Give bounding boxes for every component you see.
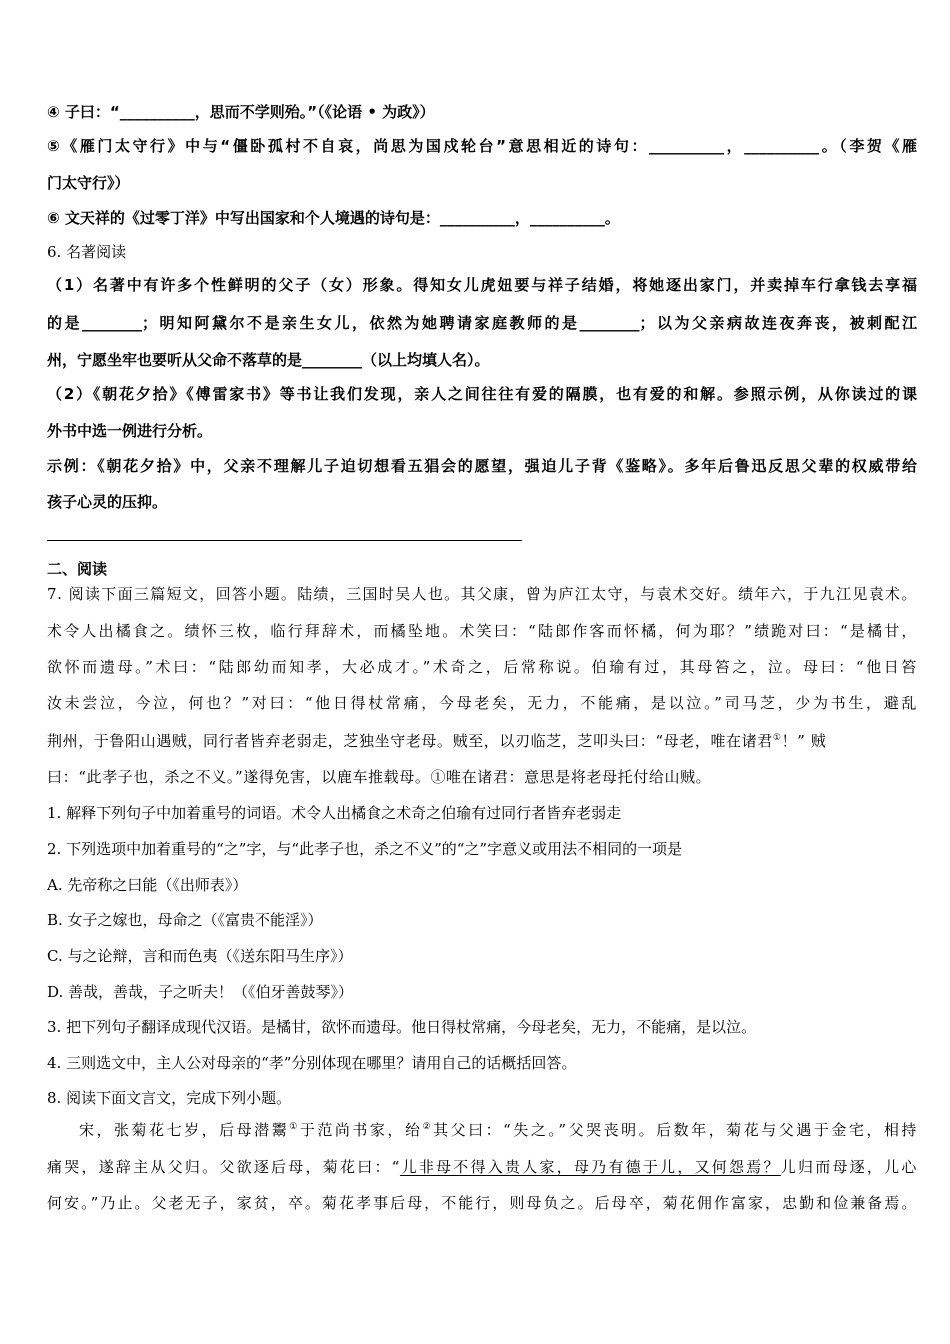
q8-passage-line1: [79, 1120, 917, 1140]
q7-passage-line5: [47, 731, 917, 751]
q7-option-b: B. 女子之嫁也，母命之（《富贵不能淫》）: [47, 911, 323, 929]
q7-passage-line5-text: 荆州，于鲁阳山遇贼，同行者皆弃老弱走，芝独坐守老母。贼至，以刃临芝，芝叩头曰：“母老，唯在诸君: [47, 732, 773, 750]
q7-sub3: 3. 把下列句子翻译成现代汉语。是橘甘，欲怀而遗母。他日得杖常痛，今母老矣，无力，不能痛，是以泣。: [47, 1018, 757, 1036]
q5-item-5-line2: 门太守行》）: [47, 174, 130, 192]
q8-title: 8. 阅读下面文言文，完成下列小题。: [47, 1089, 292, 1107]
q7-option-c: C. 与之论辩，言和而色夷（《送东阳马生序》）: [47, 947, 353, 965]
q8-passage-line3: 何安。”乃止。父老无子，家贫，卒。菊花孝事后母，不能行，则母负之。后母卒，菊花佣作富家，忠勤和俭兼备焉。: [47, 1194, 917, 1212]
q5-item-6: ⑥ 文天祥的《过零丁洋》中写出国家和个人境遇的诗句是：__________，__________。: [47, 209, 620, 227]
q6-part1-line2: 的是________；明知阿黛尔不是亲生女儿，依然为她聘请家庭教师的是________；以为父亲病故连夜奔丧，被刺配江: [47, 314, 917, 332]
q6-part1-line3: 州，宁愿坐牢也要听从父命不落草的是________（以上均填人名）。: [47, 351, 490, 369]
q7-sub1: 1. 解释下列句子中加着重号的词语。术令人出橘食之术奇之伯瑜有过同行者皆弃老弱走: [47, 804, 622, 822]
q8-line2-part2: 儿归而母逐，儿心: [780, 1158, 917, 1176]
section-2-title: 二、阅读: [47, 560, 108, 578]
q8-line1-part3: 其父曰：“失之。”父哭丧明。后数年，菊花与父遇于金宅，相持: [433, 1121, 917, 1139]
answer-divider: [47, 540, 522, 541]
q7-passage-line5-end: ！” 贼: [781, 732, 827, 750]
q6-example-line2: 孩子心灵的压抑。: [47, 493, 168, 511]
q8-line1-part2: 于范尚书家，绐: [299, 1121, 423, 1139]
q6-example-line1: 示例：《朝花夕拾》中，父亲不理解儿子迫切想看五猖会的愿望，强迫儿子背《鉴略》。多年后鲁迅反思父辈的权威带给: [47, 457, 917, 475]
q7-passage-line1: 7. 阅读下面三篇短文，回答小题。陆绩，三国时吴人也。其父康，曾为庐江太守，与袁术交好。绩年六，于九江见袁术。: [47, 585, 917, 603]
q6-part2-line2: 外书中选一例进行分析。: [47, 422, 213, 440]
q8-passage-line2: [47, 1157, 917, 1177]
q6-part2-line1: （2）《朝花夕拾》《傅雷家书》等书让我们发现，亲人之间往往有爱的隔膜，也有爱的和解。参照示例，从你读过的课: [47, 385, 917, 403]
q7-sub2: 2. 下列选项中加着重号的“之”字，与“此孝子也，杀之不义”的“之”字意义或用法不相同的一项是: [47, 840, 683, 858]
q8-line2-part1: 痛哭，遂辞主从父归。父欲逐后母，菊花曰：“: [47, 1158, 400, 1176]
q7-option-a: A. 先帝称之曰能（《出师表》）: [47, 876, 248, 894]
footnote-marker-1: ①: [772, 733, 782, 743]
q7-passage-line4: 汝未尝泣，今泣，何也？”对曰：“他日得杖常痛，今母老矣，无力，不能痛，是以泣。”司马芝，少为书生，避乱: [47, 694, 917, 712]
q8-line1-part1: 宋，张菊花七岁，后母潜鬻: [79, 1121, 290, 1139]
q7-passage-line6: 曰：“此孝子也，杀之不义。”遂得免害，以鹿车推载母。①唯在诸君：意思是将老母托付给山贼。: [47, 768, 712, 786]
q7-passage-line2: 术令人出橘食之。绩怀三枚，临行拜辞术，而橘坠地。术笑曰：“陆郎作客而怀橘，何为耶？”绩跪对曰：“是橘甘，: [47, 622, 917, 640]
q5-item-4: ④ 子曰：“__________，思而不学则殆。”（《论语 • 为政》）: [47, 103, 435, 121]
q7-sub4: 4. 三则选文中，主人公对母亲的“孝”分别体现在哪里？请用自己的话概括回答。: [47, 1054, 577, 1072]
q6-title: 6. 名著阅读: [47, 243, 127, 261]
footnote-marker-2: ②: [422, 1122, 434, 1132]
footnote-marker-1: ①: [289, 1122, 300, 1132]
q7-option-d: D. 善哉，善哉，子之听夫！（《伯牙善鼓琴》）: [47, 983, 354, 1001]
q6-part1-line1: （1）名著中有许多个性鲜明的父子（女）形象。得知女儿虎妞要与祥子结婚，将她逐出家门，并卖掉车行拿钱去享福: [47, 276, 917, 294]
q7-passage-line3: 欲怀而遗母。”术曰：“陆郎幼而知孝，大必成才。”术奇之，后常称说。伯瑜有过，其母笞之，泣。母曰：“他日笞: [47, 658, 917, 676]
q5-item-5-line1: ⑤《雁门太守行》中与“僵卧孤村不自哀，尚思为国戍轮台”意思相近的诗句：__________，__________。（李贺《雁: [47, 137, 917, 155]
q8-underlined-sentence: 儿非母不得入贵人家，母乃有德于儿，又何怨焉？: [399, 1158, 781, 1176]
